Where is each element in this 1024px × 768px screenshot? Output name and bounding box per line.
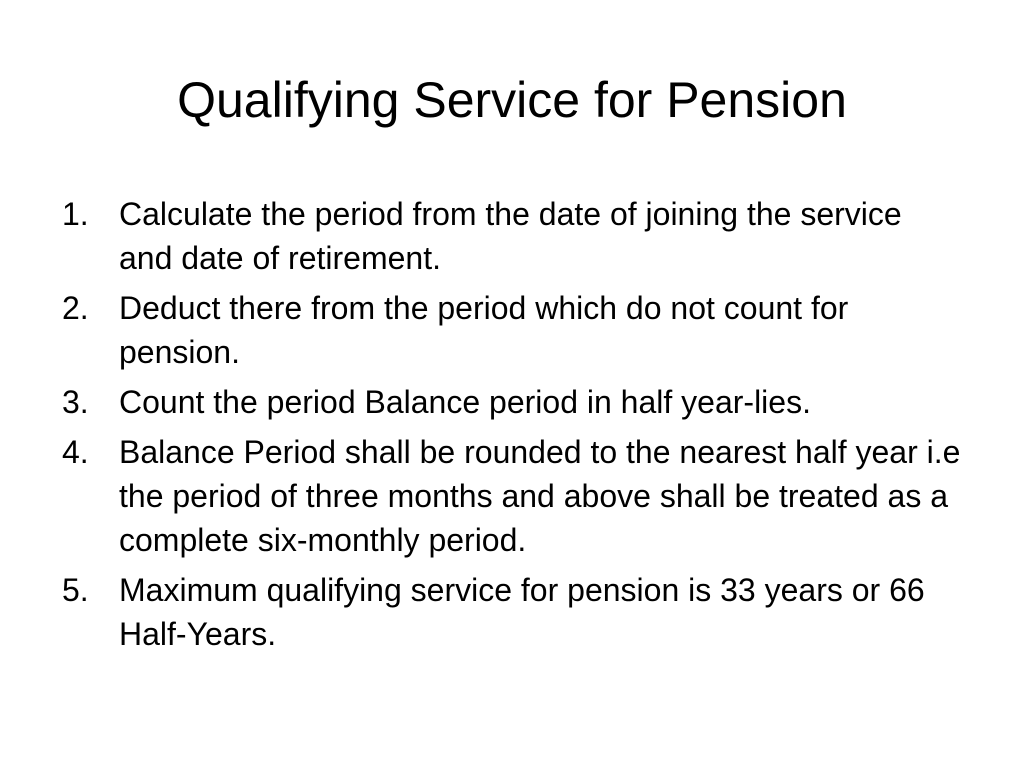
slide-title: Qualifying Service for Pension: [177, 72, 847, 128]
list-item-number: 4.: [62, 434, 89, 470]
list-item-text: Balance Period shall be rounded to the nearest half year i.e the period of three months and above shall be treated as a complete six-monthly period.: [119, 434, 961, 558]
numbered-list: [62, 192, 962, 662]
list-item: [62, 286, 962, 374]
list-item-text: Deduct there from the period which do not count for pension.: [119, 290, 849, 370]
list-item-text: Calculate the period from the date of joining the service and date of retirement.: [119, 196, 902, 276]
list-item-number: 3.: [62, 384, 89, 420]
list-item: [62, 430, 962, 562]
list-item: [62, 192, 962, 280]
list-item-number: 5.: [62, 572, 89, 608]
list-item-number: 2.: [62, 290, 89, 326]
list-item: [62, 380, 962, 424]
list-item-text: Count the period Balance period in half year-lies.: [119, 384, 811, 420]
list-item-number: 1.: [62, 196, 89, 232]
list-item-text: Maximum qualifying service for pension is 33 years or 66 Half-Years.: [119, 572, 925, 652]
list-item: [62, 568, 962, 656]
